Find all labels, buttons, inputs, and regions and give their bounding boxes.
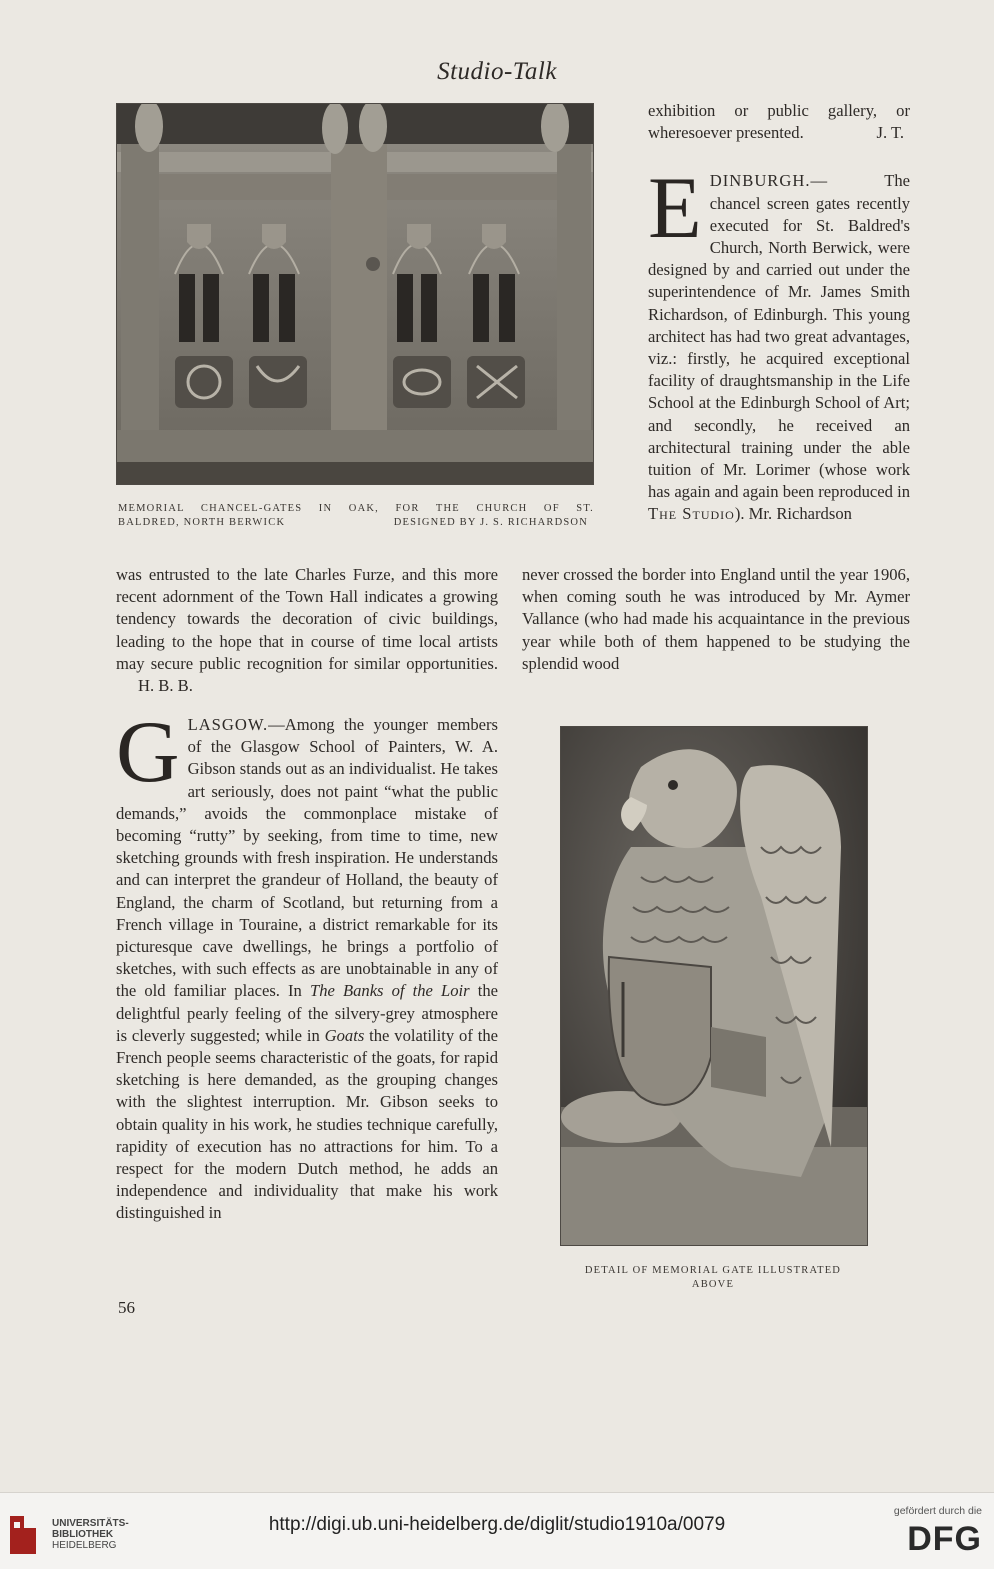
edinburgh-body-end: ). Mr. Richardson [734, 504, 852, 524]
figure-top-caption-line1: MEMORIAL CHANCEL-GATES IN OAK, FOR THE CHURCH OF ST. [118, 503, 594, 514]
glasgow-text-c: the volatility of the French people seems characteristic of the goats, for rapid sketching is here demanded, as the grouping changes with the slightest interruption. Mr. Gibson seeks to obtain quality in his work, he studies technique carefully, rapidity of execution has no attractions for him. To a respect for the modern Dutch method, he adds an independence and individuality that make his work distinguished in [116, 1025, 498, 1223]
figure-bottom-caption [560, 1264, 866, 1292]
edinburgh-dropcap: E [648, 160, 702, 258]
institution-line3: HEIDELBERG [52, 1540, 117, 1551]
figure-top-caption-location: BALDRED, NORTH BERWICK [118, 517, 286, 528]
figure-bottom-caption-line1: DETAIL OF MEMORIAL GATE ILLUSTRATED [584, 1265, 842, 1276]
glasgow-text-a: —Among the younger members of the Glasgow School of Painters, W. A. Gibson stands out as an individualist. He takes art seriously, does not paint “what the public demands,” avoids the commonplace mistake of becoming “rutty” by seeking, from time to time, new sketching grounds with fresh inspiration. He understands and can interpret the grandeur of Holland, the beauty of England, the charm of Scotland, but returning from a French village in Touraine, a district remarkable for its picturesque cave dwellings, he brings a portfolio of sketches, with such effects as are unobtainable in any of the old familiar places. In [116, 715, 498, 1001]
glasgow-text-b: the delightful pearly feeling of the silvery-grey atmosphere is cleverly suggested; while in [116, 981, 498, 1045]
glasgow-lead-word: LASGOW. [187, 715, 269, 734]
richardson-text: never crossed the border into England until the year 1906, when coming south he was introduced by Mr. Aymer Vallance (who had made his acquaintance in the previous year while both of them happened to be studying the splendid wood [522, 565, 910, 673]
glasgow-dropcap: G [116, 704, 180, 801]
figure-top-caption [118, 502, 594, 530]
glasgow-paragraph [116, 704, 498, 1225]
right-column-top [648, 100, 910, 526]
running-title: Studio-Talk [437, 58, 557, 85]
eagle-detail-photo [560, 726, 868, 1246]
town-hall-text: was entrusted to the late Charles Furze, and this more recent adornment of the Town Hall indicates a growing tendency towards the decoration of civic buildings, leading to the hope that in course of time local artists may secure public recognition for similar opportunities. [116, 565, 498, 673]
left-column-mid [116, 564, 498, 697]
painting-title-banks: The Banks of the Loir [309, 981, 470, 1001]
institution-line2: BIBLIOTHEK [52, 1529, 114, 1540]
left-column-glasgow [116, 704, 498, 1225]
chancel-gates-illustration [117, 104, 593, 484]
digital-copy-url[interactable]: http://digi.ub.uni-heidelberg.de/diglit/studio1910a/0079 [268, 1514, 726, 1535]
town-hall-paragraph [116, 564, 498, 697]
dfg-logo: DFG [907, 1520, 982, 1558]
town-hall-signature: H. B. B. [138, 676, 193, 696]
continuation-paragraph [648, 100, 910, 144]
right-column-mid [522, 564, 910, 675]
sponsor-label: gefördert durch die [893, 1505, 982, 1517]
richardson-paragraph [522, 564, 910, 675]
painting-title-goats: Goats [324, 1025, 365, 1045]
figure-top-caption-designer: DESIGNED BY J. S. RICHARDSON [393, 517, 588, 528]
chancel-gates-photo [116, 103, 594, 485]
edinburgh-paragraph [648, 160, 910, 525]
continuation-text: exhibition or public gallery, or wheresoever presented. [648, 101, 910, 143]
page-number: 56 [118, 1298, 135, 1317]
figure-bottom-caption-line2: ABOVE [691, 1279, 735, 1290]
edinburgh-body: — The chancel screen gates recently executed for St. Baldred's Church, North Berwick, were designed by and carried out under the superintendence of Mr. James Smith Richardson, of Edinburgh. This young architect has had two great advantages, viz.: firstly, he acquired exceptional facility of draughtsmanship in the Life School at the Edinburgh School of Art; and secondly, he received an architectural training under the able tuition of Mr. Lorimer (whose work has again and again been reproduced in [648, 171, 910, 502]
continuation-signature: J. T. [876, 123, 904, 143]
institution-line1: UNIVERSITÄTS- [52, 1518, 129, 1529]
edinburgh-lead-word: DINBURGH. [709, 171, 811, 191]
eagle-carving-illustration [561, 727, 867, 1245]
studio-reference: The Studio [648, 504, 735, 524]
